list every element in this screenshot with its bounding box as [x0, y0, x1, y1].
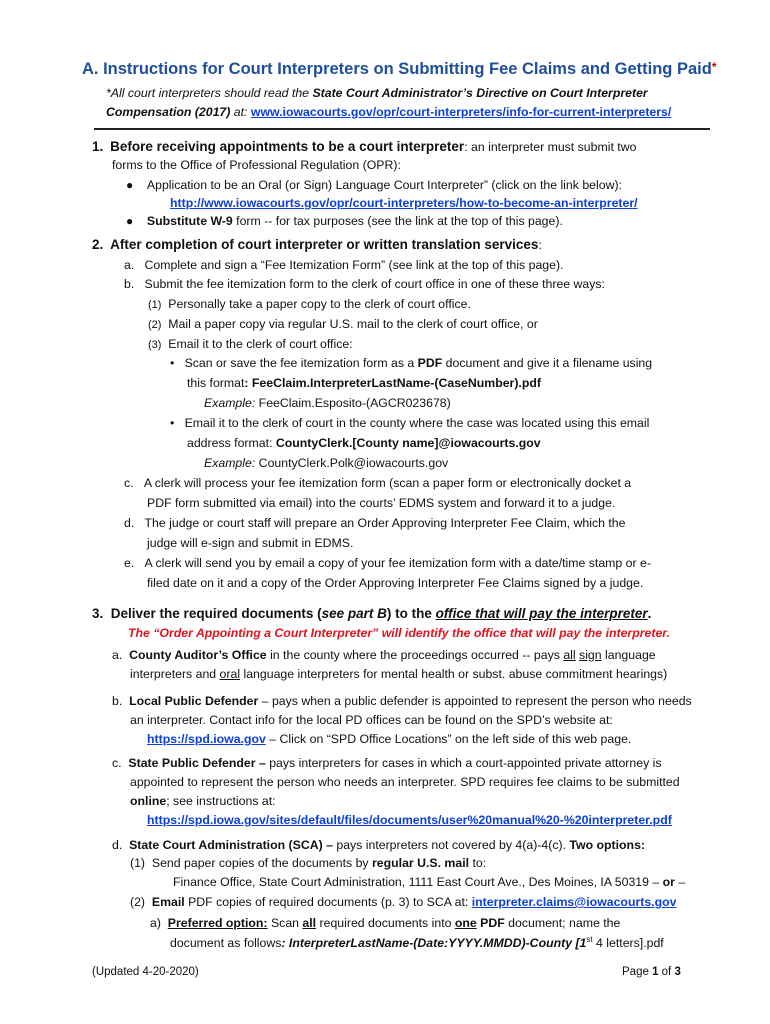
email-example: Example: CountyClerk.Polk@iowacourts.gov [204, 456, 449, 470]
sca-option-2: (2) Email PDF copies of required documents (p. 3) to SCA at: interpreter.claims@iowacourts.gov [130, 895, 677, 909]
step-2e: e. A clerk will send you by email a copy of your fee itemization form with a date/time stamp or e- [124, 556, 651, 570]
page-number: Page 1 of 3 [622, 966, 681, 978]
step-2d-cont: judge will e-sign and submit in EDMS. [147, 536, 354, 550]
spd-manual-link[interactable]: https://spd.iowa.gov/sites/default/files/documents/user%20manual%20-%20interpreter.pdf [147, 813, 672, 827]
updated-date: (Updated 4-20-2020) [92, 966, 199, 978]
link-become-interpreter[interactable]: http://www.iowacourts.gov/opr/court-interpreters/how-to-become-an-interpreter/ [170, 196, 638, 210]
directive-link[interactable]: www.iowacourts.gov/opr/court-interpreters/info-for-current-interpreters/ [250, 105, 672, 119]
step-2a: a. Complete and sign a “Fee Itemization Form” (see link at the top of this page). [124, 258, 564, 272]
state-pd-online: online; see instructions at: [130, 794, 276, 808]
step-2b: b. Submit the fee itemization form to the clerk of court office in one of these three ways: [124, 277, 605, 291]
bullet-w9: ● Substitute W-9 form -- for tax purposes (see the link at the top of this page). [126, 214, 563, 228]
section-3-heading: 3. Deliver the required documents (see part B) to the office that will pay the interpreter. [92, 606, 652, 621]
step-2e-cont: filed date on it and a copy of the Order Approving Interpreter Fee Claims signed by a judge. [147, 576, 644, 590]
office-note: The “Order Appointing a Court Interpreter” will identify the office that will pay the interpreter. [128, 626, 670, 640]
section-1-text: forms to the Office of Professional Regulation (OPR): [112, 158, 401, 172]
preferred-option: a) Preferred option: Scan all required documents into one PDF document; name the [150, 916, 621, 930]
filename-example: Example: FeeClaim.Esposito-(AGCR023678) [204, 396, 451, 410]
county-auditor-cont: interpreters and oral language interpreters for mental health or subst. abuse commitment hearings) [130, 667, 668, 681]
option-sca: d. State Court Administration (SCA) – pays interpreters not covered by 4(a)-4(c). Two options: [112, 838, 646, 852]
spd-link[interactable]: https://spd.iowa.gov [147, 732, 266, 746]
step-2c-cont: PDF form submitted via email) into the courts’ EDMS system and forward it to a judge. [147, 496, 616, 510]
page-title: A. Instructions for Court Interpreters on Submitting Fee Claims and Getting Paid* [82, 60, 717, 78]
step-2c: c. A clerk will process your fee itemization form (scan a paper form or electronically docket a [124, 476, 632, 490]
local-pd-cont: an interpreter. Contact info for the local PD offices can be found on the SPD’s website at: [130, 713, 613, 727]
email-format: address format: CountyClerk.[County name]@iowacourts.gov [187, 436, 541, 450]
preferred-option-cont: document as follows: InterpreterLastName-(Date:YYYY.MMDD)-County [1st 4 letters].pdf [170, 935, 664, 951]
step-2d: d. The judge or court staff will prepare an Order Approving Interpreter Fee Claim, which the [124, 516, 626, 530]
section-1-heading: 1. Before receiving appointments to be a court interpreter: an interpreter must submit two [92, 139, 637, 154]
sca-address: Finance Office, State Court Administration, 1111 East Court Ave., Des Moines, IA 50319 – or – [173, 875, 686, 889]
section-2-heading: 2. After completion of court interpreter or written translation services: [92, 237, 542, 252]
sca-email-link[interactable]: interpreter.claims@iowacourts.gov [471, 895, 677, 909]
option-county-auditor: a. County Auditor’s Office in the county where the proceedings occurred -- pays all sign language [112, 648, 656, 662]
bullet-application: ● Application to be an Oral (or Sign) Language Court Interpreter” (click on the link below): [126, 178, 622, 192]
option-state-pd: c. State Public Defender – pays interpreters for cases in which a court-appointed private attorney is [112, 756, 662, 770]
step-2b-1: (1) Personally take a paper copy to the clerk of court office. [148, 297, 471, 311]
directive-note-line2: Compensation (2017) at: www.iowacourts.gov/opr/court-interpreters/info-for-current-interpreters/ [106, 105, 672, 119]
bullet-scan: • Scan or save the fee itemization form as a PDF document and give it a filename using [170, 356, 653, 370]
state-pd-cont: appointed to represent the person who needs an interpreter. SPD requires fee claims to be submitted [130, 775, 680, 789]
directive-note-line1: *All court interpreters should read the State Court Administrator’s Directive on Court Interpreter [106, 86, 648, 100]
step-2b-2: (2) Mail a paper copy via regular U.S. mail to the clerk of court office, or [148, 317, 538, 331]
sca-option-1: (1) Send paper copies of the documents by regular U.S. mail to: [130, 856, 487, 870]
filename-format: this format: FeeClaim.InterpreterLastName-(CaseNumber).pdf [187, 376, 541, 390]
divider [94, 128, 710, 130]
local-pd-link-line: https://spd.iowa.gov – Click on “SPD Office Locations” on the left side of this web page. [147, 732, 632, 746]
option-local-pd: b. Local Public Defender – pays when a public defender is appointed to represent the person who needs [112, 694, 692, 708]
step-2b-3: (3) Email it to the clerk of court office: [148, 337, 353, 351]
bullet-email: • Email it to the clerk of court in the county where the case was located using this email [170, 416, 650, 430]
